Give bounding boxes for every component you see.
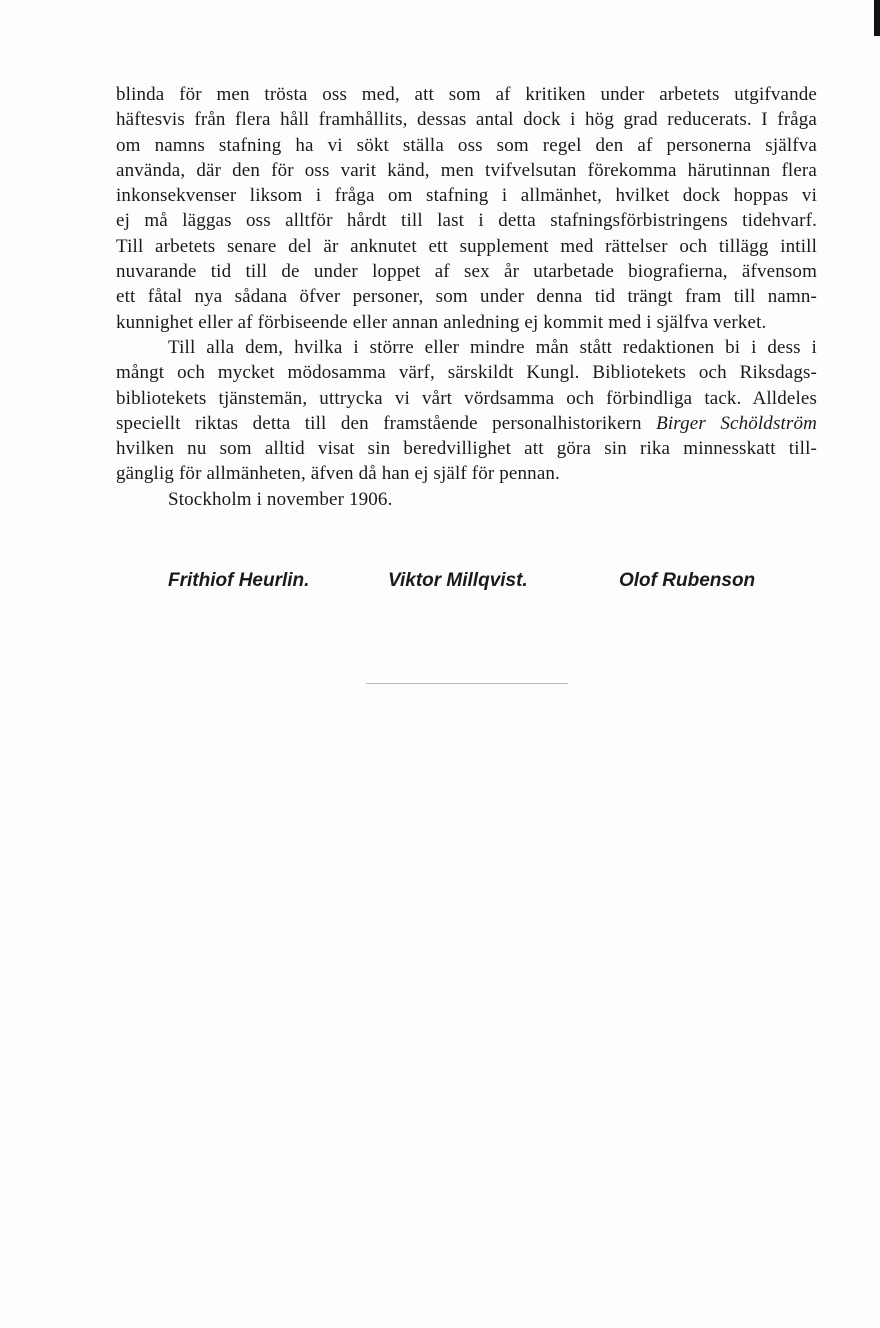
text-line: hvilken nu som alltid visat sin beredvillighet att göra sin rika minnesskatt till- (116, 438, 817, 460)
text-line: använda, där den för oss varit känd, men tvifvelsutan förekomma härutinnan flera (116, 159, 817, 181)
text-line: ett fåtal nya sådana öfver personer, som under denna tid trängt fram till namn- (116, 286, 817, 308)
text-line: inkonsekvenser liksom i fråga om stafning i allmänhet, hvilket dock hoppas vi (116, 185, 817, 207)
text-line: bibliotekets tjänstemän, uttrycka vi vårt vördsamma och förbindliga tack. Alldeles (116, 387, 817, 409)
text-line: ej må läggas oss alltför hårdt till last i detta stafningsförbistringens tidehvarf. (116, 210, 817, 232)
signatures (0, 570, 880, 600)
place-date: Stockholm i november 1906. (168, 488, 393, 510)
scan-edge-mark (874, 0, 880, 36)
text-line-with-name (116, 411, 817, 436)
text-segment: speciellt riktas detta till den framstående personalhistorikern (116, 412, 642, 434)
text-line: blinda för men trösta oss med, att som af kritiken under arbetets utgifvande (116, 84, 817, 105)
end-rule (366, 683, 568, 684)
signature-millqvist: Viktor Millqvist. (388, 570, 528, 591)
italic-person-name: Birger Schöldström (656, 412, 817, 434)
text-line: Till alla dem, hvilka i större eller mindre mån stått redaktionen bi i dess i (168, 336, 817, 358)
text-line: nuvarande tid till de under loppet af sex år utarbetade biografierna, äfvensom (116, 261, 817, 283)
text-line: mångt och mycket mödosamma värf, särskildt Kungl. Bibliotekets och Riksdags- (116, 362, 817, 384)
preface-text (116, 82, 817, 512)
signature-heurlin: Frithiof Heurlin. (168, 570, 310, 591)
text-line: kunnighet eller af förbiseende eller annan anledning ej kommit med i själfva verket. (116, 311, 767, 333)
text-line: gänglig för allmänheten, äfven då han ej själf för pennan. (116, 463, 560, 485)
signature-rubenson: Olof Rubenson (619, 570, 756, 591)
text-line: om namns stafning ha vi sökt ställa oss som regel den af personerna själfva (116, 134, 817, 156)
text-line: häftesvis från flera håll framhållits, dessas antal dock i hög grad reducerats. I fråga (116, 109, 817, 131)
text-line: Till arbetets senare del är anknutet ett supplement med rättelser och tillägg intill (116, 235, 817, 257)
